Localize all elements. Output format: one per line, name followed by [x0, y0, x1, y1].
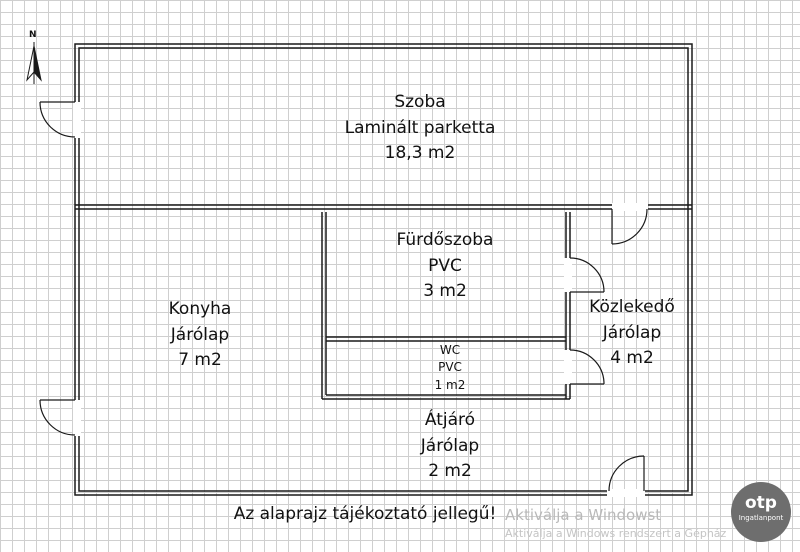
otp-logo — [731, 482, 791, 542]
room-label-szoba — [300, 90, 540, 167]
room-label-wc — [400, 342, 500, 394]
room-label-atjaro — [380, 408, 520, 485]
room-label-kozlekedo — [574, 295, 690, 372]
disclaimer-text: Az alaprajz tájékoztató jellegű! — [233, 504, 497, 524]
door-left-bottom — [40, 400, 81, 436]
room-label-furdoszoba — [340, 228, 550, 305]
door-kozlekedo-top — [612, 203, 648, 244]
room-floor: PVC — [438, 360, 462, 375]
room-name: Szoba — [394, 92, 446, 112]
room-floor: PVC — [428, 255, 462, 276]
room-name: WC — [439, 343, 461, 357]
room-area: 1 m2 — [434, 377, 466, 392]
door-left-top — [40, 102, 81, 138]
room-floor: Járólap — [420, 435, 480, 456]
windows-activation-watermark: Aktiválja a Windowst — [505, 506, 662, 524]
room-area: 4 m2 — [610, 348, 654, 368]
room-floor: Laminált parketta — [344, 117, 496, 138]
compass-arrow-icon — [27, 42, 41, 84]
compass-north-label: N — [29, 30, 37, 40]
logo-subtitle: Ingatlanpont — [738, 514, 784, 522]
room-name: Átjáró — [424, 410, 476, 430]
room-name: Közlekedő — [589, 297, 675, 317]
room-area: 2 m2 — [428, 461, 472, 481]
room-name: Konyha — [168, 299, 232, 319]
room-area: 7 m2 — [178, 350, 222, 370]
door-entrance-bottom — [607, 456, 645, 497]
room-name: Fürdőszoba — [396, 230, 494, 250]
door-bathroom — [564, 258, 604, 292]
wall-szoba-bottom — [75, 205, 692, 209]
room-area: 18,3 m2 — [384, 143, 456, 163]
room-floor: Járólap — [602, 322, 662, 343]
room-label-konyha — [120, 297, 280, 374]
logo-brand: otp — [745, 493, 777, 513]
room-area: 3 m2 — [423, 281, 467, 301]
room-floor: Járólap — [170, 324, 230, 345]
windows-activation-watermark-sub: Aktiválja a Windows rendszert a Gépház — [505, 527, 727, 540]
